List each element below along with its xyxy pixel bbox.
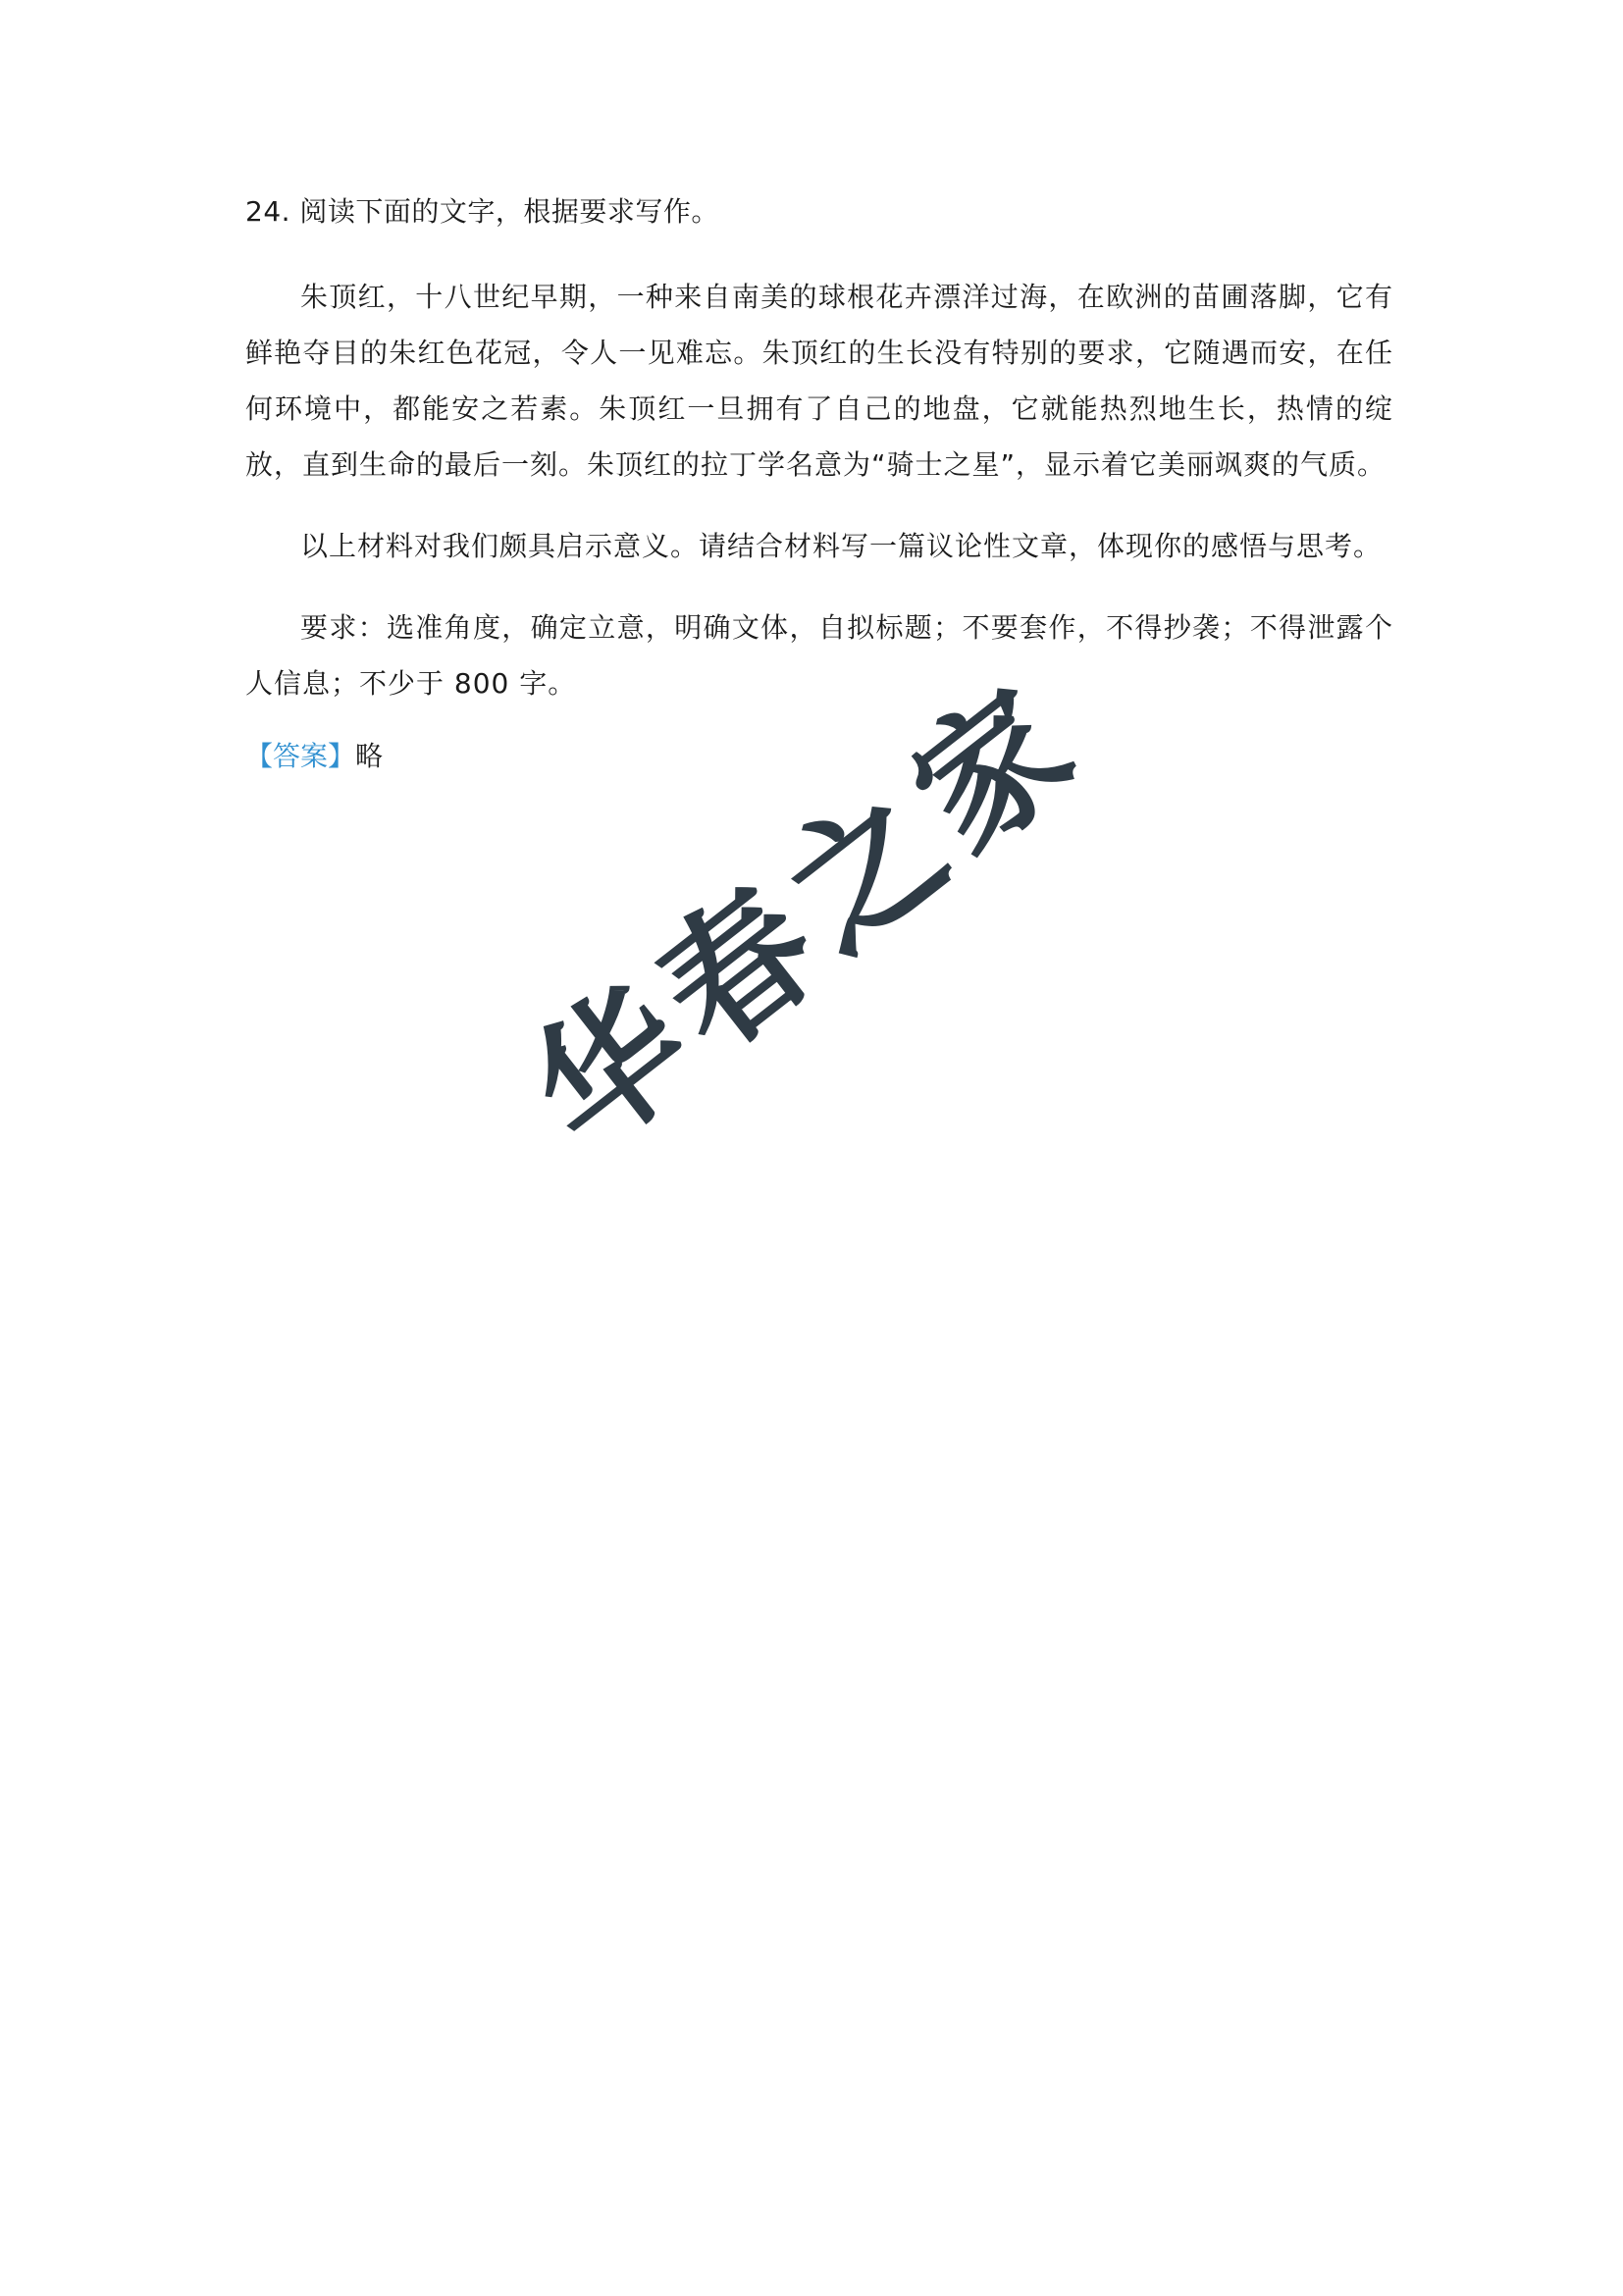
answer-text: 略	[355, 740, 384, 772]
watermark: 华春之家	[501, 651, 1115, 1182]
answer-tag: 【答案】	[245, 740, 356, 772]
question-title: 24. 阅读下面的文字，根据要求写作。	[245, 195, 719, 228]
requirements-paragraph: 要求：选准角度，确定立意，明确文体，自拟标题；不要套作，不得抄袭；不得泄露个人信息；不少于 800 字。	[245, 611, 1393, 700]
material-paragraph: 朱顶红，十八世纪早期，一种来自南美的球根花卉漂洋过海，在欧洲的苗圃落脚，它有鲜艳夺目的朱红色花冠，令人一见难忘。朱顶红的生长没有特别的要求，它随遇而安，在任何环境中，都能安之若素。朱顶红一旦拥有了自己的地盘，它就能热烈地生长，热情的绽放，直到生命的最后一刻。朱顶红的拉丁学名意为“骑士之星”，显示着它美丽飒爽的气质。	[245, 281, 1393, 481]
instruction-paragraph: 以上材料对我们颇具启示意义。请结合材料写一篇议论性文章，体现你的感悟与思考。	[300, 530, 1383, 562]
document-body	[245, 192, 1393, 776]
